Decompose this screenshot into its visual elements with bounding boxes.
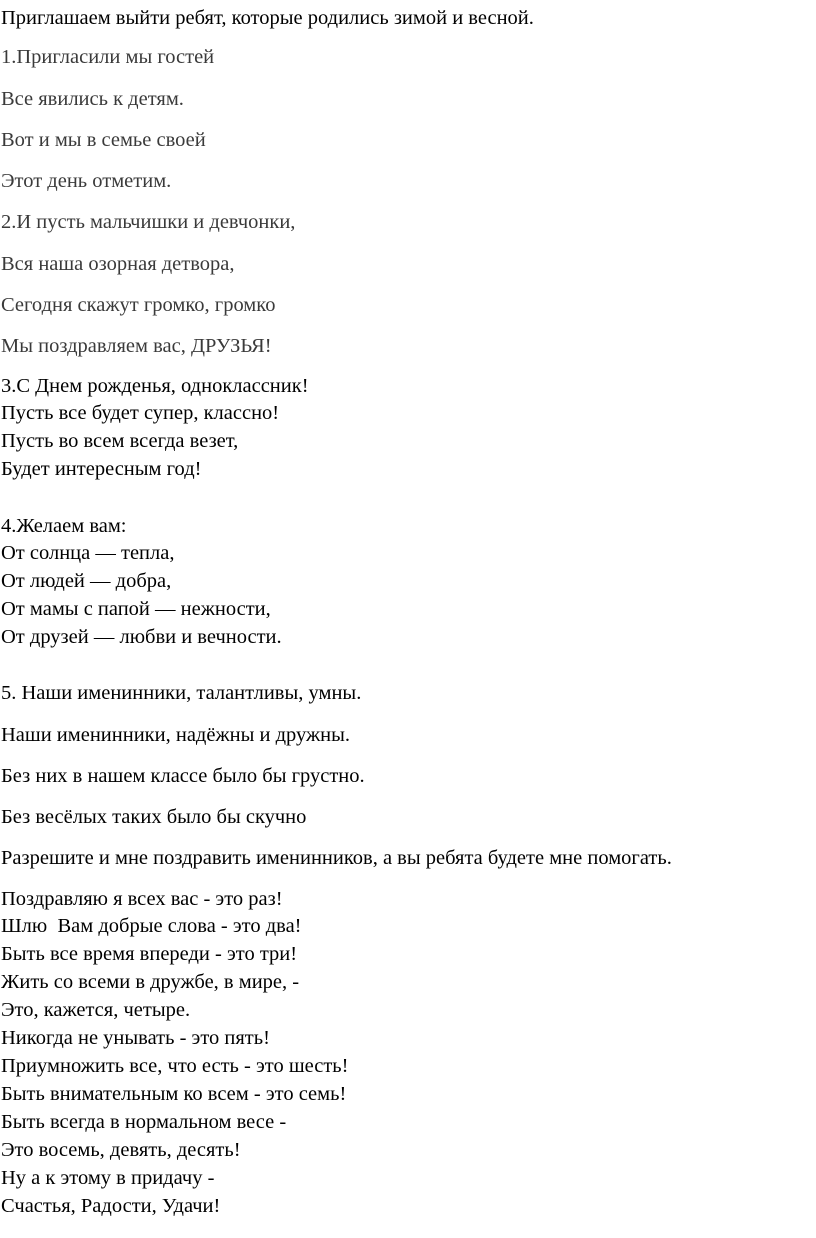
count-poem-line-1: Поздравляю я всех вас - это раз! <box>1 888 283 910</box>
stanza4-line-2: От солнца — тепла, <box>1 542 175 564</box>
stanza2-line-4: Мы поздравляем вас, ДРУЗЬЯ! <box>1 335 272 357</box>
stanza2-line-1: 2.И пусть мальчишки и девчонки, <box>1 211 296 233</box>
count-poem-line-11: Ну а к этому в придачу - <box>1 1167 215 1189</box>
count-poem-line-7: Приумножить все, что есть - это шесть! <box>1 1055 349 1077</box>
intro-line: Приглашаем выйти ребят, которые родились зимой и весной. <box>1 7 534 29</box>
count-poem-line-2: Шлю Вам добрые слова - это два! <box>1 915 302 937</box>
stanza5-line-1: 5. Наши именинники, талантливы, умны. <box>1 682 362 704</box>
stanza1-line-3: Вот и мы в семье своей <box>1 129 206 151</box>
stanza4-line-5: От друзей — любви и вечности. <box>1 626 282 648</box>
stanza3-line-2: Пусть все будет супер, классно! <box>1 402 280 424</box>
stanza1-line-2: Все явились к детям. <box>1 88 184 110</box>
count-poem-line-4: Жить со всеми в дружбе, в мире, - <box>1 971 300 993</box>
count-poem-line-10: Это восемь, девять, десять! <box>1 1139 241 1161</box>
count-poem-line-9: Быть всегда в нормальном весе - <box>1 1111 287 1133</box>
count-poem-line-3: Быть все время впереди - это три! <box>1 943 298 965</box>
count-poem-line-8: Быть внимательным ко всем - это семь! <box>1 1083 347 1105</box>
count-poem-line-5: Это, кажется, четыре. <box>1 999 191 1021</box>
stanza3-line-1: 3.С Днем рожденья, одноклассник! <box>1 375 309 397</box>
stanza2-line-2: Вся наша озорная детвора, <box>1 253 235 275</box>
stanza5-line-4: Без весёлых таких было бы скучно <box>1 806 307 828</box>
stanza3-line-3: Пусть во всем всегда везет, <box>1 430 239 452</box>
stanza1-line-4: Этот день отметим. <box>1 170 172 192</box>
stanza3-line-4: Будет интересным год! <box>1 458 202 480</box>
stanza5-line-3: Без них в нашем классе было бы грустно. <box>1 765 365 787</box>
host-line: Разрешите и мне поздравить именинников, а вы ребята будете мне помогать. <box>1 847 672 869</box>
stanza4-line-3: От людей — добра, <box>1 570 172 592</box>
count-poem-line-6: Никогда не унывать - это пять! <box>1 1027 270 1049</box>
stanza2-line-3: Сегодня скажут громко, громко <box>1 294 276 316</box>
stanza1-line-1: 1.Пригласили мы гостей <box>1 46 215 68</box>
count-poem-line-12: Счастья, Радости, Удачи! <box>1 1195 221 1217</box>
stanza4-line-4: От мамы с папой — нежности, <box>1 598 271 620</box>
stanza5-line-2: Наши именинники, надёжны и дружны. <box>1 724 351 746</box>
stanza4-line-1: 4.Желаем вам: <box>1 515 127 537</box>
